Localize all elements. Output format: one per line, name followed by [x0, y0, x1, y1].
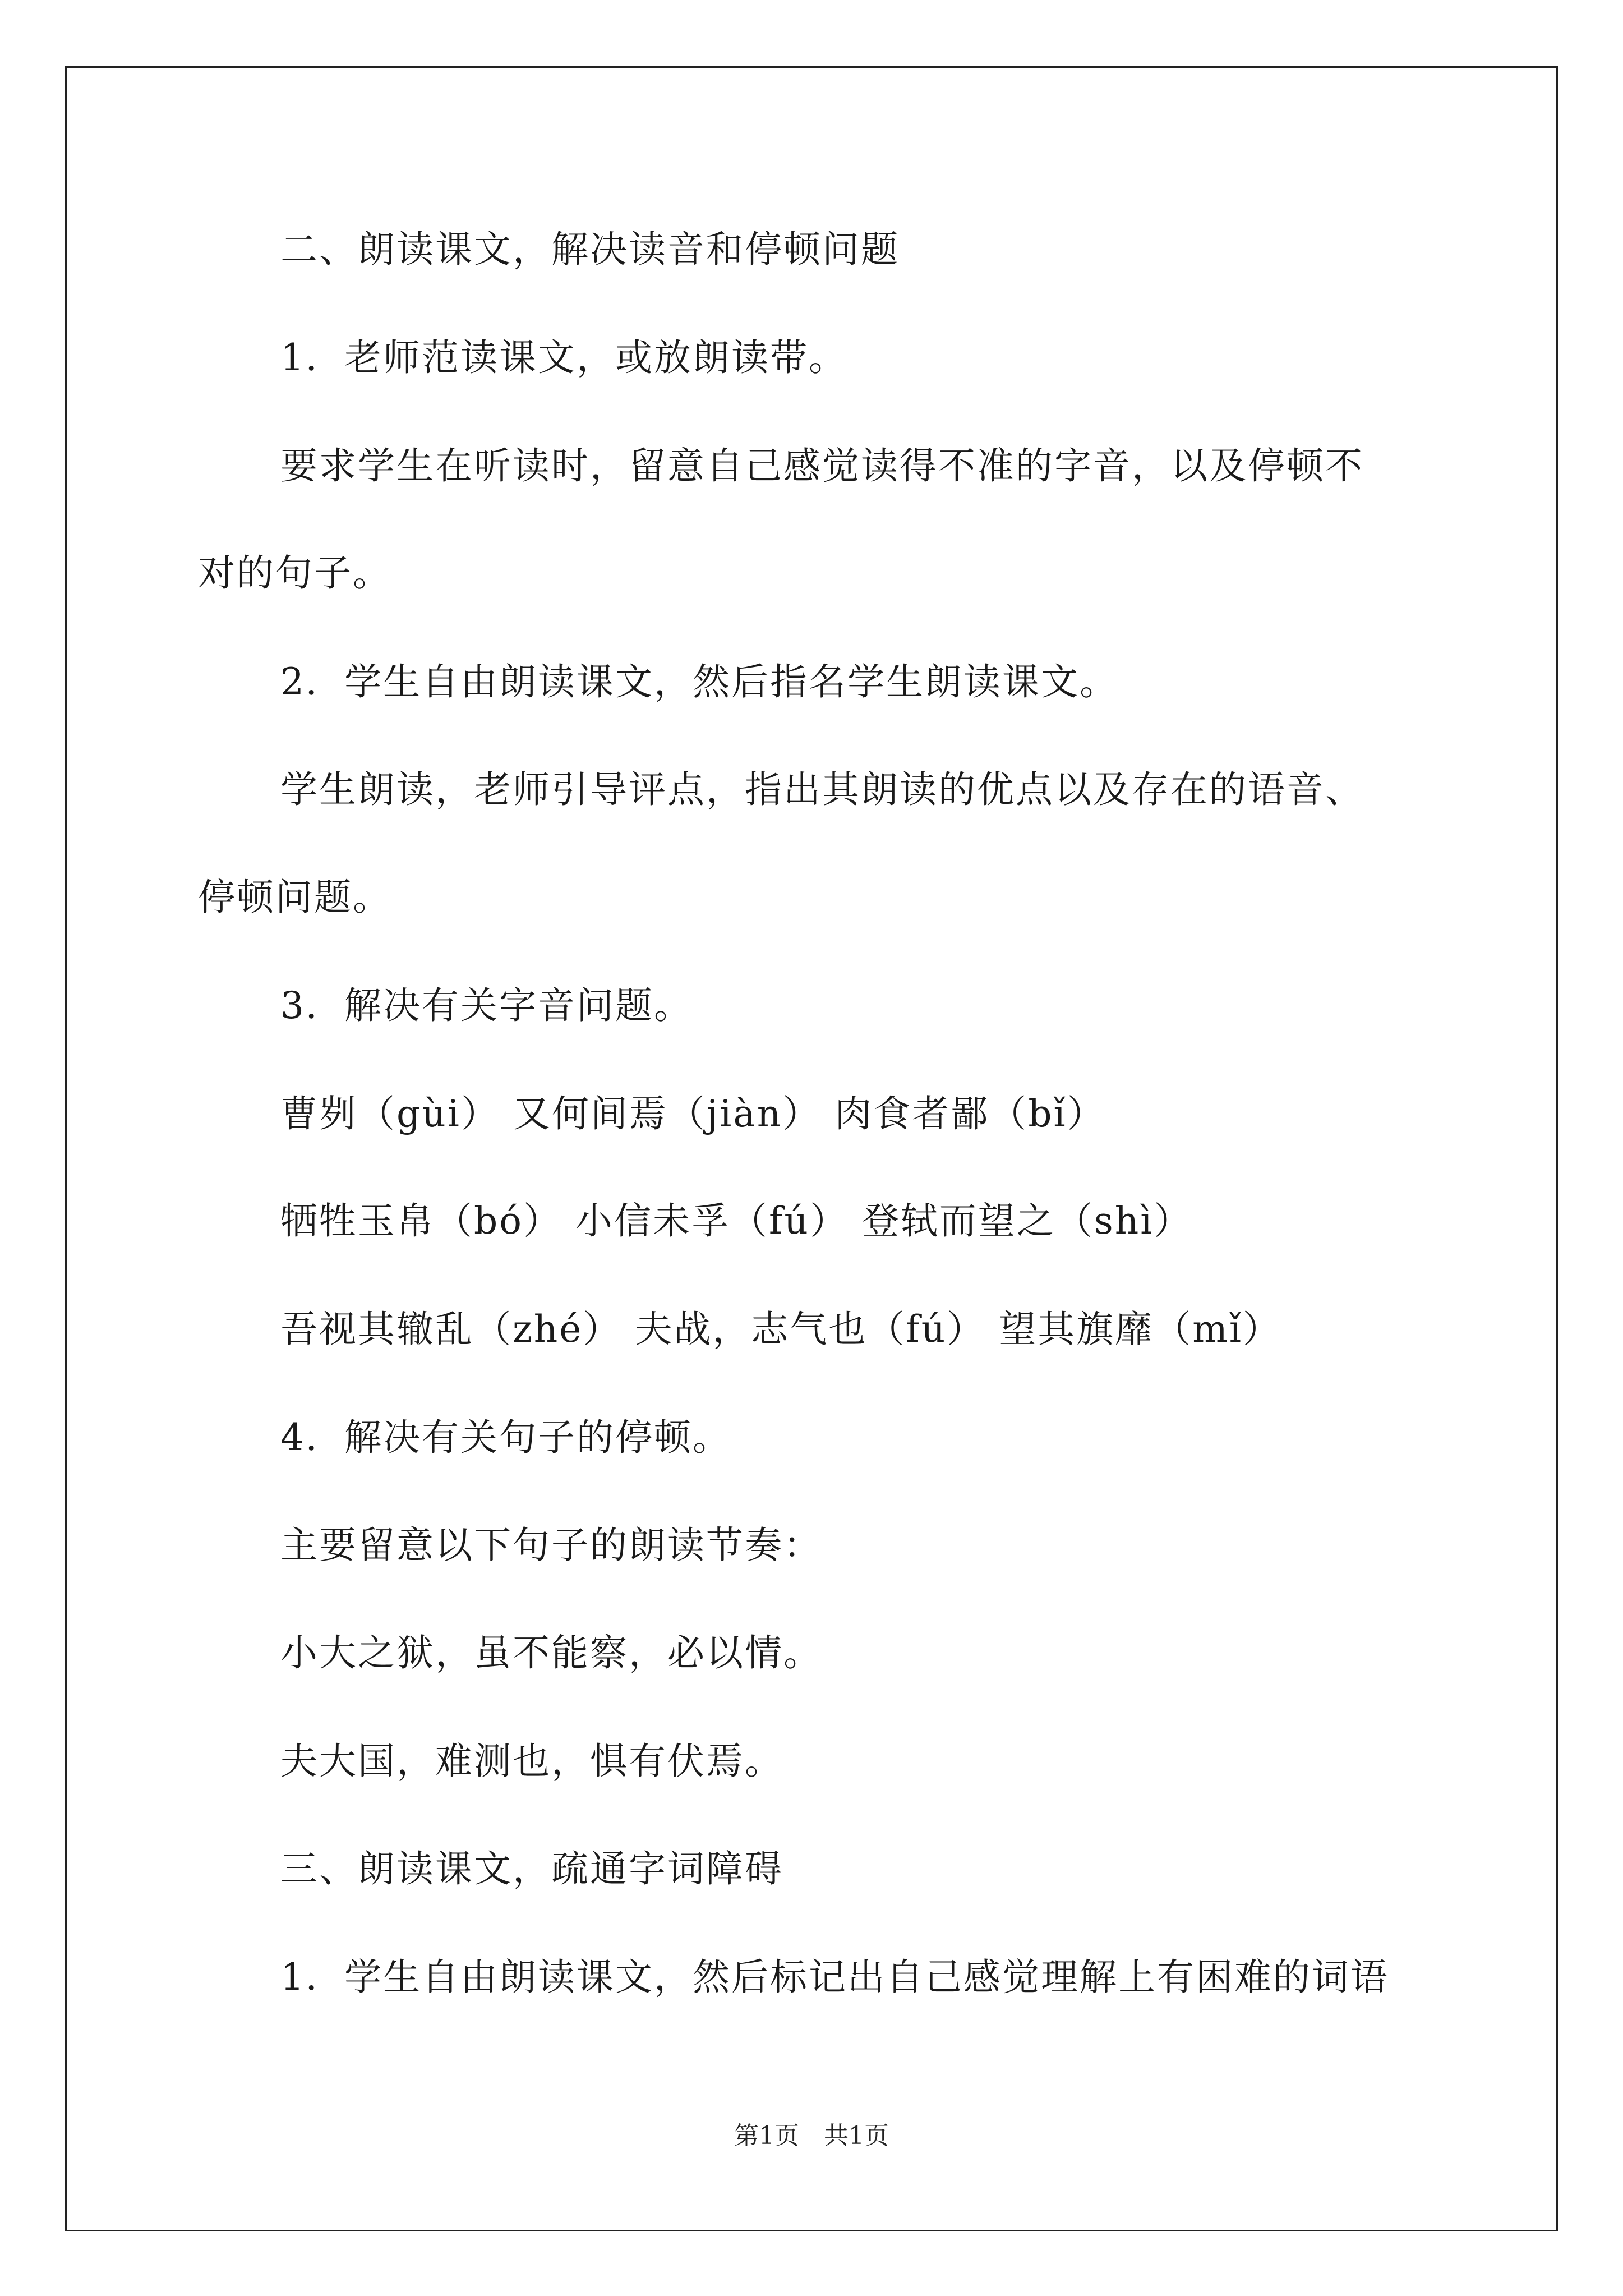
section-heading-2: 二、朗读课文，解决读音和停顿问题	[280, 228, 900, 271]
page-number: 第1页 共1页	[734, 2122, 889, 2150]
paragraph-rhythm-intro: 主要留意以下句子的朗读节奏：	[280, 1524, 822, 1567]
paragraph-requirement-cont: 对的句子。	[198, 551, 391, 595]
paragraph-step-3: 3．解决有关字音问题。	[280, 984, 693, 1027]
paragraph-requirement: 要求学生在听读时，留意自己感觉读得不准的字音，以及停顿不	[280, 444, 1364, 487]
pronunciation-row-3: 吾视其辙乱（zhé） 夫战，志气也（fú） 望其旗靡（mǐ）	[280, 1308, 1281, 1351]
paragraph-reading-comment: 学生朗读，老师引导评点，指出其朗读的优点以及存在的语音、	[280, 768, 1364, 811]
paragraph-reading-comment-cont: 停顿问题。	[198, 876, 391, 919]
paragraph-step-4: 4．解决有关句子的停顿。	[280, 1416, 731, 1459]
section-heading-3: 三、朗读课文，疏通字词障碍	[280, 1847, 783, 1890]
paragraph-step-3-1: 1．学生自由朗读课文，然后标记出自己感觉理解上有困难的词语	[280, 1955, 1389, 1999]
paragraph-step-1: 1．老师范读课文，或放朗读带。	[280, 336, 847, 379]
paragraph-step-2: 2．学生自由朗读课文，然后指名学生朗读课文。	[280, 660, 1118, 703]
example-sentence-2: 夫大国，难测也，惧有伏焉。	[280, 1740, 783, 1783]
pronunciation-row-2: 牺牲玉帛（bó） 小信未孚（fú） 登轼而望之（shì）	[280, 1199, 1193, 1243]
pronunciation-row-1: 曹刿（gùi） 又何间焉（jiàn） 肉食者鄙（bǐ）	[280, 1092, 1106, 1135]
example-sentence-1: 小大之狱，虽不能察，必以情。	[280, 1631, 822, 1674]
